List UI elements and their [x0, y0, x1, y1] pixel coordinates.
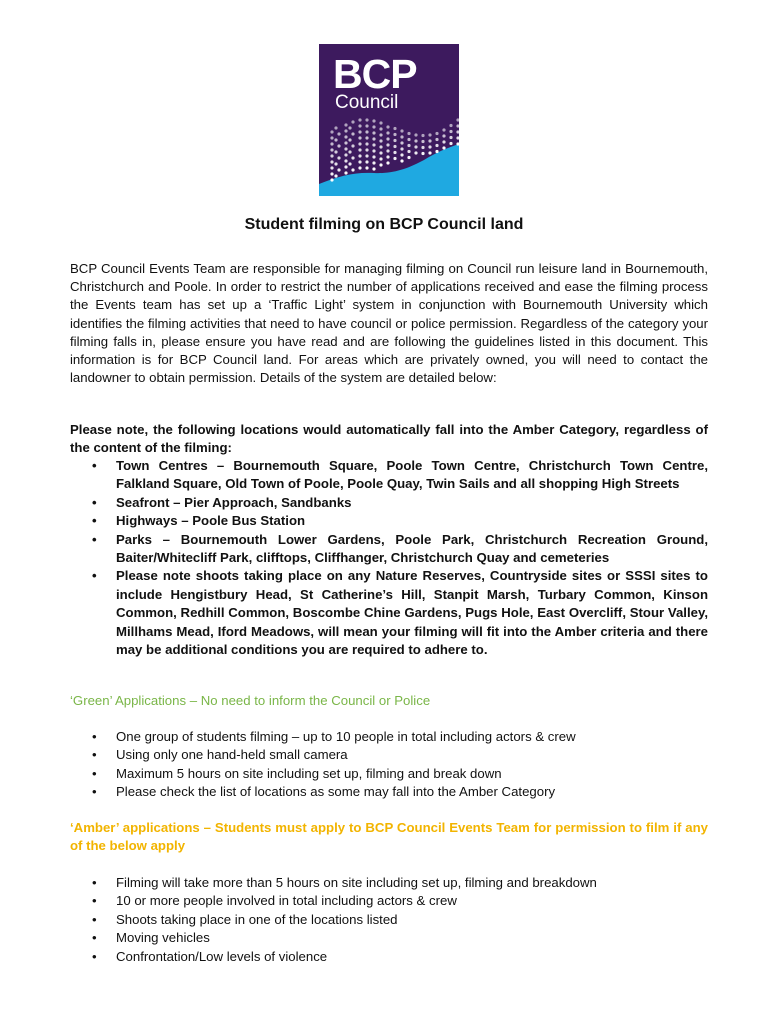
amber-applications-list	[70, 874, 708, 966]
list-item: • Shoots taking place in one of the locations listed	[70, 911, 708, 929]
amber-applications-heading: ‘Amber’ applications – Students must apply to BCP Council Events Team for permission to film if any of the below apply	[70, 820, 708, 854]
list-item: • Highways – Poole Bus Station	[70, 512, 708, 530]
list-item: • Using only one hand-held small camera	[70, 746, 708, 764]
list-item: • Please note shoots taking place on any Nature Reserves, Countryside sites or SSSI sites to include Hengistbury Head, St Catherine’s Hill, Stanpit Marsh, Turbary Common, Kinson Common, Redhill Common, Boscombe Chine Gardens, Pugs Hole, East Overcliff, Stour Valley, Millhams Mead, Iford Meadows, will mean your filming will fit into the Amber criteria and there may be additional conditions you are required to adhere to.	[70, 567, 708, 659]
list-item: • One group of students filming – up to 10 people in total including actors & crew	[70, 728, 708, 746]
intro-paragraph: BCP Council Events Team are responsible for managing filming on Council run leisure land in Bournemouth, Christchurch and Poole. In order to restrict the number of applications received and ease the filming process the Events team has set up a ‘Traffic Light’ system in conjunction with Bournemouth University which identifies the filming activities that need to have council or police permission. Regardless of the category your filming falls in, please ensure you have read and are following the guidelines listed in this document. This information is for BCP Council land. For areas which are privately owned, you will need to contact the landowner to obtain permission. Details of the system are detailed below:	[70, 261, 708, 386]
list-item: • Moving vehicles	[70, 929, 708, 947]
list-item: • 10 or more people involved in total including actors & crew	[70, 892, 708, 910]
amber-locations-list	[70, 457, 708, 659]
list-item: • Maximum 5 hours on site including set up, filming and break down	[70, 765, 708, 783]
list-item: • Confrontation/Low levels of violence	[70, 948, 708, 966]
green-applications-list	[70, 728, 708, 802]
amber-locations-heading: Please note, the following locations would automatically fall into the Amber Category, regardless of the content of the filming:	[70, 422, 708, 456]
bcp-council-logo	[319, 44, 459, 196]
list-item: • Please check the list of locations as some may fall into the Amber Category	[70, 783, 708, 801]
logo-bcp-text: BCP	[333, 51, 417, 97]
list-item: • Parks – Bournemouth Lower Gardens, Poole Park, Christchurch Recreation Ground, Baiter/Whitecliff Park, clifftops, Cliffhanger, Christchurch Quay and cemeteries	[70, 531, 708, 568]
list-item: • Filming will take more than 5 hours on site including set up, filming and breakdown	[70, 874, 708, 892]
logo-council-text: Council	[335, 92, 399, 113]
list-item: • Seafront – Pier Approach, Sandbanks	[70, 494, 708, 512]
list-item: • Town Centres – Bournemouth Square, Poole Town Centre, Christchurch Town Centre, Falkland Square, Old Town of Poole, Poole Quay, Twin Sails and all shopping High Streets	[70, 457, 708, 494]
page-title: Student filming on BCP Council land	[244, 216, 524, 233]
green-applications-heading: ‘Green’ Applications – No need to inform the Council or Police	[70, 693, 431, 708]
